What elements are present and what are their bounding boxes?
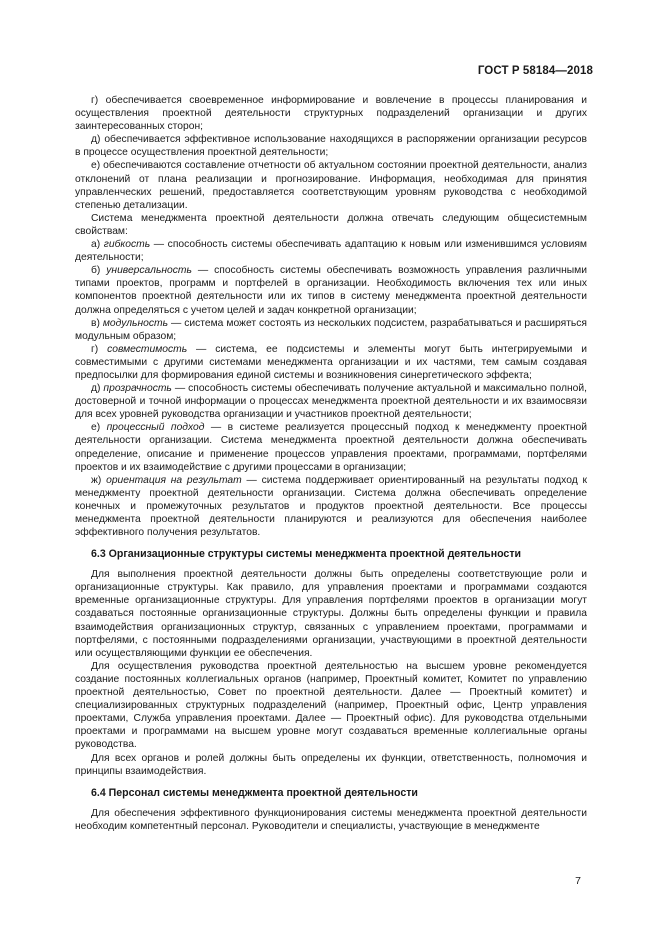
property-item: г) совместимость — система, ее подсистемы и элементы могут быть интегрируемыми и совместимыми с другими системами менеджмента организации и их частями, тем самым создавая предпосылки для формирования единой системы и возникновения синергетического эффекта;: [75, 343, 587, 381]
property-item: в) модульность — система может состоять из нескольких подсистем, разрабатываться и расширяться модульным образом;: [75, 317, 587, 342]
property-term: ориентация на результат: [106, 474, 242, 486]
property-term: гибкость: [103, 239, 151, 251]
paragraph: Для всех органов и ролей должны быть определены их функции, ответственность, полномочия и принципы взаимодействия.: [75, 752, 587, 777]
list-item: г) обеспечивается своевременное информирование и вовлечение в процессы планирования и осуществления проектной деятельности структурных подразделений организации и других заинтересованных сторон;: [75, 95, 587, 133]
property-item: ж) ориентация на результат — система поддерживает ориентированный на результаты подход к менеджменту проектной деятельности организации. Система должна обеспечивать определение конечных и промежуточных результатов и продуктов проектной деятельности. Все процессы менеджмента проектной деятельности планируются и реализуются для обеспечения наиболее эффективного получения результатов.: [75, 474, 587, 539]
property-term: прозрачность: [103, 383, 172, 395]
property-item: б) универсальность — способность системы обеспечивать возможность управления различными типами проектов, программ и портфелей в организации. Необходимость включения тех или иных компонентов проектной деятельности или их типов в систему менеджмента проектной деятельности должна определяться с учетом целей и задач конкретной организации;: [75, 265, 588, 316]
paragraph: Для осуществления руководства проектной деятельностью на высшем уровне рекомендуется создание постоянных коллегиальных органов (например, Проектный комитет, Комитет по управлению проектной деятельностью, Совет по проектной деятельности. Далее — Проектный комитет) и специализированных структурных подразделений (например, Проектный офис, Центр управления проектами, Служба управления проектами. Далее — Проектный офис). Для руководства отдельными проектами и программами на высшем уровне могут создаваться временные коллегиальные органы руководства.: [75, 660, 587, 751]
properties-intro: Система менеджмента проектной деятельности должна отвечать следующим общесистемным свойствам:: [75, 212, 587, 237]
list-item: е) обеспечиваются составление отчетности об актуальном состоянии проектной деятельности, анализ отклонений от плана реализации и прогнозирование. Информация, необходимая для принятия управленческих решений, предоставляется соответствующим уровням руководства с необходимой степенью детализации.: [75, 160, 587, 211]
paragraph: Для обеспечения эффективного функционирования системы менеджмента проектной деятельности необходим компетентный персонал. Руководители и специалисты, участвующие в менеджменте: [75, 807, 587, 832]
property-term: процессный подход: [106, 422, 205, 434]
property-term: совместимость: [107, 343, 188, 355]
section-heading-6-4: 6.4 Персонал системы менеджмента проектной деятельности: [91, 786, 418, 799]
property-term: модульность: [102, 317, 169, 329]
paragraph: Для выполнения проектной деятельности должны быть определены соответствующие роли и организационные структуры. Как правило, для управления проектами и программами создаются временные организационные структуры. Для управления портфелями проектов в организации могут создаваться постоянные организационные структуры. Должны быть определены функции и правила взаимодействия организационных структур, связанных с управлением проектами, программами и портфелями, с постоянными подразделениями организации, участвующими в проектной деятельности или осуществляющими функции ее обеспечения.: [75, 569, 587, 659]
page-number: 7: [575, 875, 581, 887]
list-item: д) обеспечивается эффективное использование находящихся в распоряжении организации ресурсов в процессе осуществления проектной деятельности;: [75, 134, 587, 159]
property-item: д) прозрачность — способность системы обеспечивать получение актуальной и максимально полной, достоверной и точной информации о процессах менеджмента проектной деятельности и их взаимосвязи для всех уровней руководства организации и участников проектной деятельности;: [75, 383, 587, 421]
section-heading-6-3: 6.3 Организационные структуры системы менеджмента проектной деятельности: [91, 548, 522, 561]
document-body: [75, 94, 587, 833]
property-item: е) процессный подход — в системе реализуется процессный подход к менеджменту проектной деятельности организации. Система менеджмента проектной деятельности должна обеспечивать определение, описание и применение процессов управления проектами, программами, портфелями проектов и их взаимодействие с другими процессами в организации;: [75, 422, 587, 473]
property-term: универсальность: [106, 265, 192, 277]
property-item: а) гибкость — способность системы обеспечивать адаптацию к новым или изменившимся условиям деятельности;: [75, 239, 587, 264]
document-number: ГОСТ Р 58184—2018: [477, 65, 593, 77]
